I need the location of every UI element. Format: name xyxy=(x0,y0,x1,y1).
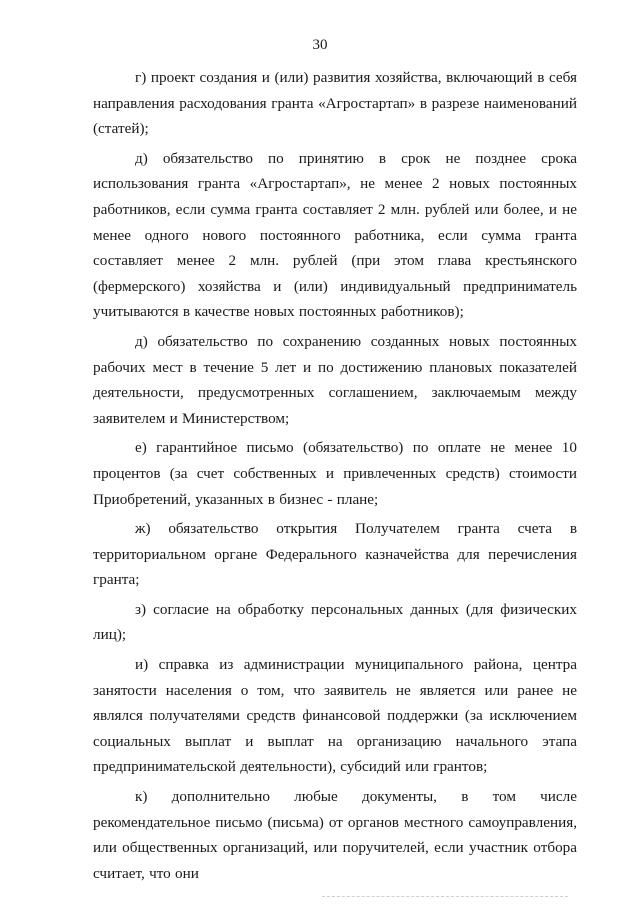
paragraph-k: к) дополнительно любые документы, в том числе рекомендательное письмо (письма) от органов местного самоуправления, или общественных организаций, или поручителей, если участник отбора считает, что они xyxy=(93,788,577,882)
document-body xyxy=(93,65,577,890)
paragraph-z: з) согласие на обработку персональных данных (для физических лиц); xyxy=(93,600,577,644)
paragraph-e: е) гарантийное письмо (обязательство) по оплате не менее 10 процентов (за счет собственных и привлеченных средств) стоимости Приобретений, указанных в бизнес - плане; xyxy=(93,439,577,508)
paragraph-d-new-workers: д) обязательство по принятию в срок не позднее срока использования гранта «Агростартап», не менее 2 новых постоянных работников, если сумма гранта составляет 2 млн. рублей или более, и не менее одного нового постоянного работника, если сумма гранта составляет менее 2 млн. рублей (при этом глава крестьянского (фермерского) хозяйства и (или) индивидуальный предприниматель учитываются в качестве новых постоянных работников); xyxy=(93,149,577,321)
footer-scan-line xyxy=(322,896,568,897)
paragraph-d-retention: д) обязательство по сохранению созданных новых постоянных рабочих мест в течение 5 лет и по достижению плановых показателей деятельности, предусмотренных соглашением, заключаемым между заявителем и Министерством; xyxy=(93,332,577,427)
paragraph-zh: ж) обязательство открытия Получателем гранта счета в территориальном органе Федерального казначейства для перечисления гранта; xyxy=(93,520,577,589)
paragraph-i: и) справка из администрации муниципального района, центра занятости населения о том, что заявитель не является или ранее не являлся получателями средств финансовой поддержки (за исключением социальных выплат и выплат на организацию начального этапа предпринимательской деятельности), субсидий или грантов; xyxy=(93,656,577,776)
paragraph-g: г) проект создания и (или) развития хозяйства, включающий в себя направления расходования гранта «Агростартап» в разрезе наименований (статей); xyxy=(93,69,577,138)
page-number: 30 xyxy=(312,37,328,53)
